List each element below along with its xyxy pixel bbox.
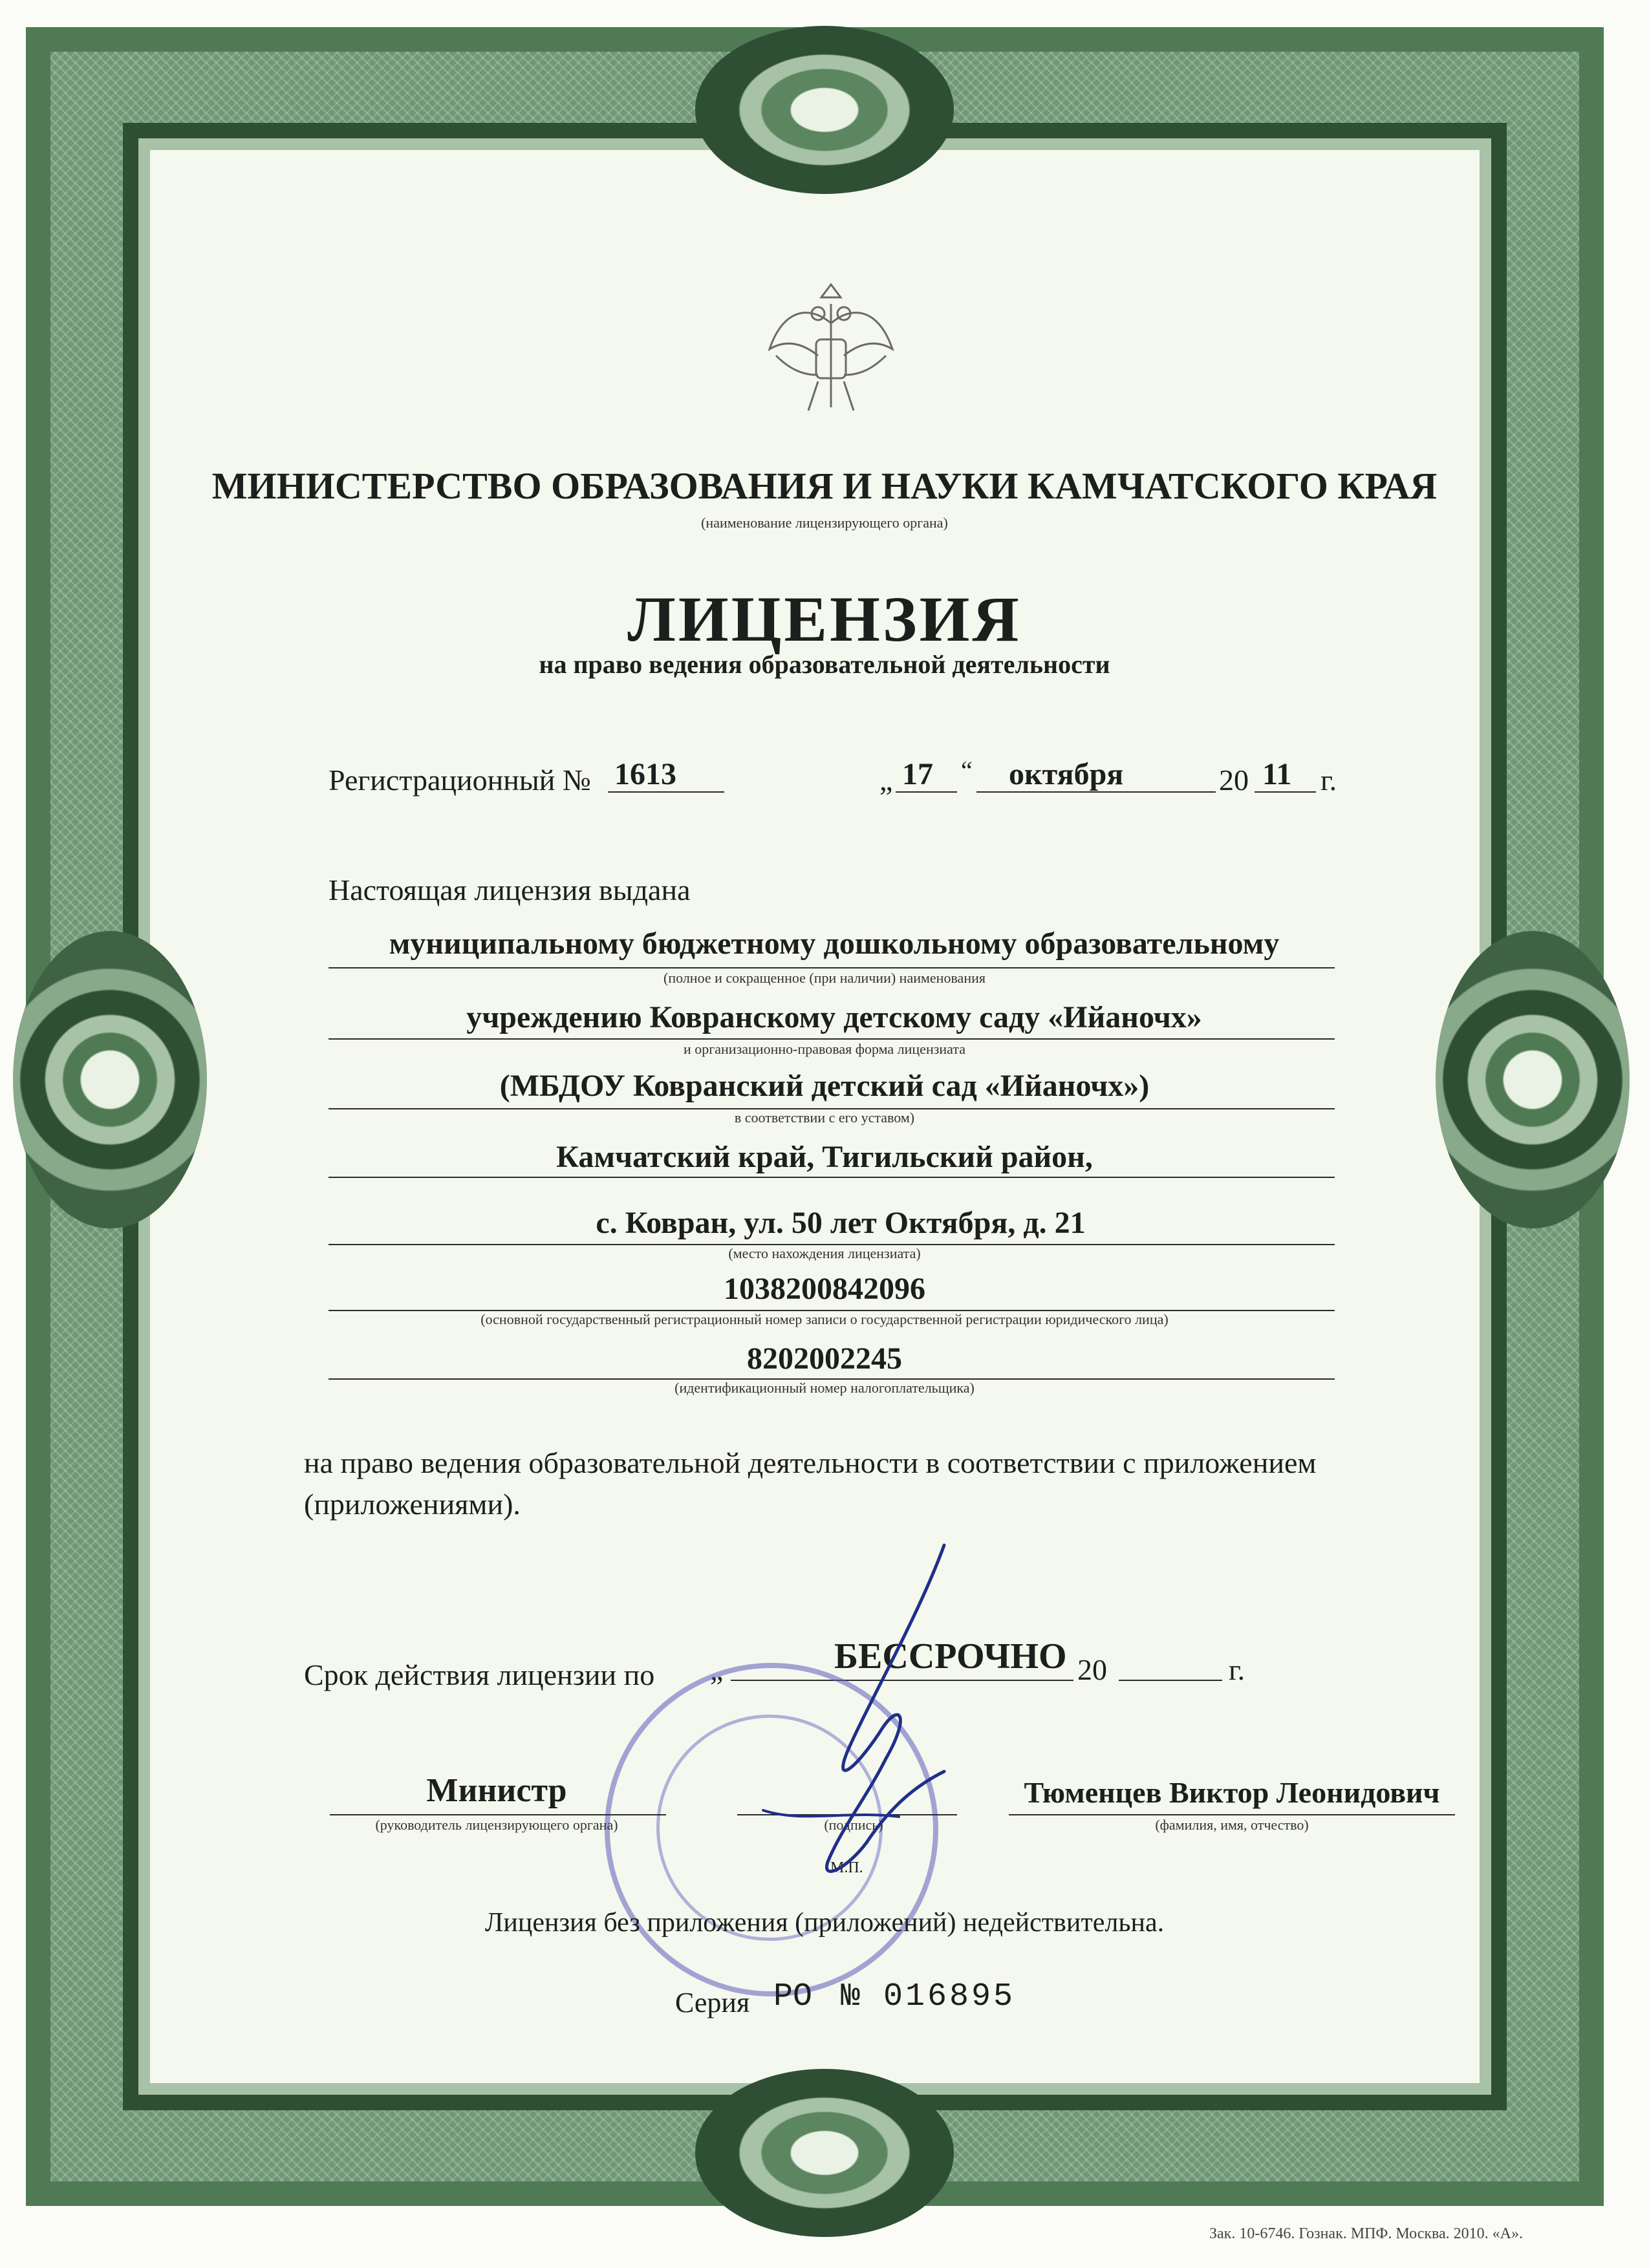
- address-caption: (место нахождения лицензиата): [728, 1245, 921, 1261]
- licensee-caption2: и организационно-правовая форма лицензиата: [683, 1041, 966, 1057]
- registration-day-line: [896, 791, 957, 793]
- signature-caption: (подпись): [824, 1817, 883, 1833]
- licensee-caption1: (полное и сокращенное (при наличии) наименования: [663, 970, 986, 986]
- purpose-text-line2: (приложениями).: [304, 1488, 521, 1521]
- series-num-sign: №: [841, 1978, 861, 2015]
- licensee-name-line1: муниципальному бюджетному дошкольному образовательному: [389, 926, 1280, 961]
- frame-bottom-ornament: [695, 2069, 954, 2237]
- registration-year-suffix: 11: [1262, 757, 1292, 791]
- inn-value: 8202002245: [747, 1342, 902, 1376]
- handwritten-signature: [750, 1539, 983, 1901]
- document-subtitle: на право ведения образовательной деятельности: [539, 650, 1110, 679]
- signatory-position: Министр: [426, 1772, 567, 1809]
- licensee-address-line1: Камчатский край, Тигильский район,: [556, 1140, 1093, 1174]
- licensee-line1-rule: [329, 967, 1335, 968]
- registration-year-prefix: 20: [1219, 764, 1249, 797]
- licensee-line2-rule: [329, 1038, 1335, 1040]
- inn-caption: (идентификационный номер налогоплательщика): [674, 1380, 975, 1396]
- validity-year-rule: [1119, 1680, 1222, 1681]
- registration-year-unit: г.: [1320, 764, 1337, 797]
- registration-year-line: [1255, 791, 1316, 793]
- purpose-text-line1: на право ведения образовательной деятельности в соответствии с приложением: [304, 1446, 1317, 1479]
- registration-number-line: [608, 791, 724, 793]
- printer-imprint: Зак. 10-6746. Гознак. МПФ. Москва. 2010. «А».: [1209, 2225, 1524, 2242]
- ministry-caption: (наименование лицензирующего органа): [701, 515, 948, 531]
- licensee-short-name: (МБДОУ Ковранский детский сад «Ийаночх»): [499, 1069, 1150, 1103]
- mp-mark: М.П.: [830, 1859, 863, 1876]
- frame-top-ornament: [695, 26, 954, 194]
- validity-year-unit: г.: [1229, 1653, 1245, 1686]
- series-code: РО: [773, 1978, 813, 2015]
- registration-label: Регистрационный №: [329, 764, 591, 797]
- coat-of-arms-icon: [757, 278, 905, 427]
- licensee-caption3: в соответствии с его уставом): [734, 1109, 915, 1126]
- signatory-name: Тюменцев Виктор Леонидович: [1024, 1776, 1440, 1809]
- name-rule: [1009, 1814, 1455, 1815]
- licensee-address-line2: с. Ковран, ул. 50 лет Октября, д. 21: [596, 1206, 1086, 1240]
- validity-label: Срок действия лицензии по: [304, 1658, 655, 1691]
- validity-note: Лицензия без приложения (приложений) недействительна.: [484, 1908, 1165, 1938]
- ogrn-caption: (основной государственный регистрационный номер записи о государственной регистрации юридического лица): [480, 1311, 1169, 1327]
- registration-day: 17: [902, 757, 933, 791]
- position-rule: [330, 1814, 666, 1815]
- registration-month-line: [976, 791, 1216, 793]
- issued-label: Настоящая лицензия выдана: [329, 873, 691, 906]
- registration-number: 1613: [614, 757, 676, 791]
- ministry-name: МИНИСТЕРСТВО ОБРАЗОВАНИЯ И НАУКИ КАМЧАТСКОГО КРАЯ: [211, 465, 1438, 507]
- validity-year-prefix: 20: [1077, 1653, 1107, 1686]
- left-rosette-ornament: [13, 931, 207, 1228]
- series-label: Серия: [675, 1987, 750, 2018]
- date-quote-open: „: [879, 764, 893, 797]
- licensee-name-line2: учреждению Ковранскому детскому саду «Ийаночх»: [466, 1000, 1202, 1034]
- ogrn-value: 1038200842096: [724, 1272, 925, 1306]
- registration-month: октября: [1009, 757, 1124, 791]
- series-number: 016895: [883, 1978, 1016, 2015]
- position-caption: (руководитель лицензирующего органа): [375, 1817, 618, 1833]
- validity-quote: „: [710, 1653, 724, 1686]
- name-caption: (фамилия, имя, отчество): [1155, 1817, 1309, 1833]
- address-line1-rule: [329, 1177, 1335, 1178]
- date-quote-close: “: [961, 756, 973, 785]
- validity-value: БЕССРОЧНО: [834, 1636, 1067, 1676]
- document-title: ЛИЦЕНЗИЯ: [627, 583, 1022, 655]
- right-rosette-ornament: [1436, 931, 1630, 1228]
